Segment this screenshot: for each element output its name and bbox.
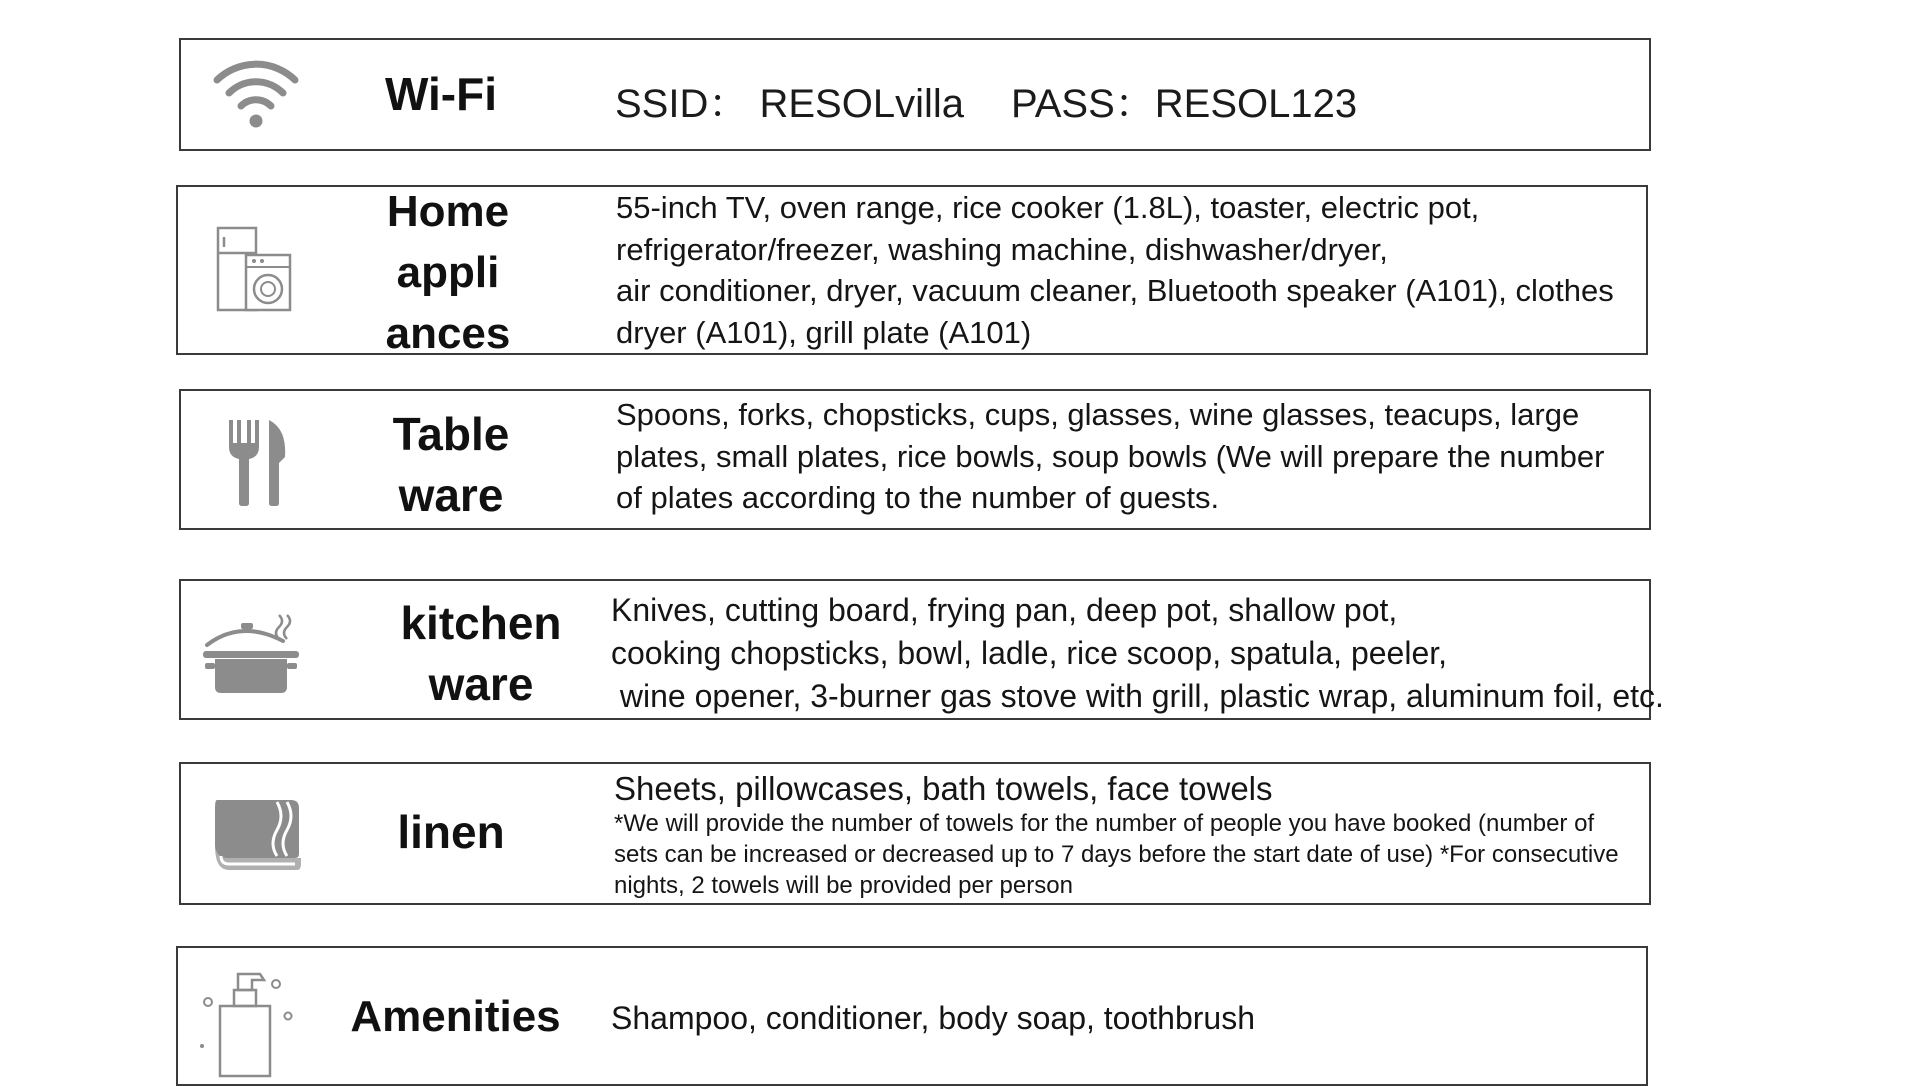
kitchenware-row [179, 579, 1664, 720]
title-line: ances [385, 309, 511, 358]
soap-dispenser-icon [198, 968, 298, 1080]
wifi-title: Wi-Fi [385, 68, 497, 120]
title-line: ware [398, 469, 504, 521]
description-line: 55-inch TV, oven range, rice cooker (1.8L), toaster, electric pot, [616, 190, 1480, 225]
kitchenware-description [611, 589, 1664, 718]
description-line: air conditioner, dryer, vacuum cleaner, Bluetooth speaker (A101), clothes [616, 273, 1614, 308]
kitchenware-title [381, 593, 581, 715]
title-line: ware [428, 658, 534, 710]
note-line: nights, 2 towels will be provided per person [614, 872, 1073, 899]
wifi-icon [211, 56, 301, 132]
linen-description: Sheets, pillowcases, bath towels, face towels [614, 770, 1273, 807]
home-appliances-row [176, 185, 1648, 358]
description-line: refrigerator/freezer, washing machine, dishwasher/dryer, [616, 231, 1388, 267]
title-line: appli [396, 248, 500, 297]
home-appliances-title [348, 181, 548, 364]
linen-note [614, 808, 1619, 901]
description-line: wine opener, 3-burner gas stove with grill, plastic wrap, aluminum foil, etc. [611, 678, 1664, 714]
tableware-title [351, 404, 551, 526]
description-line: Knives, cutting board, frying pan, deep pot, shallow pot, [611, 592, 1398, 628]
tableware-row [179, 389, 1651, 530]
wifi-ssid: SSID： RESOLvilla [615, 82, 964, 126]
description-line: plates, small plates, rice bowls, soup bowls (We will prepare the number [616, 438, 1605, 474]
title-line: Table [392, 408, 510, 460]
amenities-description: Shampoo, conditioner, body soap, toothbrush [611, 1000, 1255, 1036]
description-line: of plates according to the number of guests. [616, 480, 1220, 515]
tableware-description [616, 394, 1604, 519]
home-appliances-description [616, 187, 1614, 353]
cutlery-icon [221, 417, 291, 507]
appliances-icon [214, 225, 294, 315]
wifi-row [179, 38, 1651, 151]
description-line: dryer (A101), grill plate (A101) [616, 314, 1032, 350]
wifi-password: PASS：RESOL123 [1011, 82, 1358, 126]
amenities-title: Amenities [350, 992, 561, 1041]
cooking-pot-icon [201, 611, 301, 695]
linen-row [179, 762, 1651, 905]
title-line: kitchen [400, 597, 562, 649]
linen-title: linen [397, 806, 505, 858]
note-line: *We will provide the number of towels for the number of people you have booked (number of [614, 810, 1595, 837]
description-line: Spoons, forks, chopsticks, cups, glasses, wine glasses, teacups, large [616, 397, 1580, 432]
note-line: sets can be increased or decreased up to 7 days before the start date of use) *For consecutive [614, 841, 1619, 868]
title-line: Home [386, 187, 510, 236]
amenities-row [176, 946, 1648, 1086]
towel-icon [207, 794, 303, 874]
description-line: cooking chopsticks, bowl, ladle, rice scoop, spatula, peeler, [611, 635, 1448, 671]
